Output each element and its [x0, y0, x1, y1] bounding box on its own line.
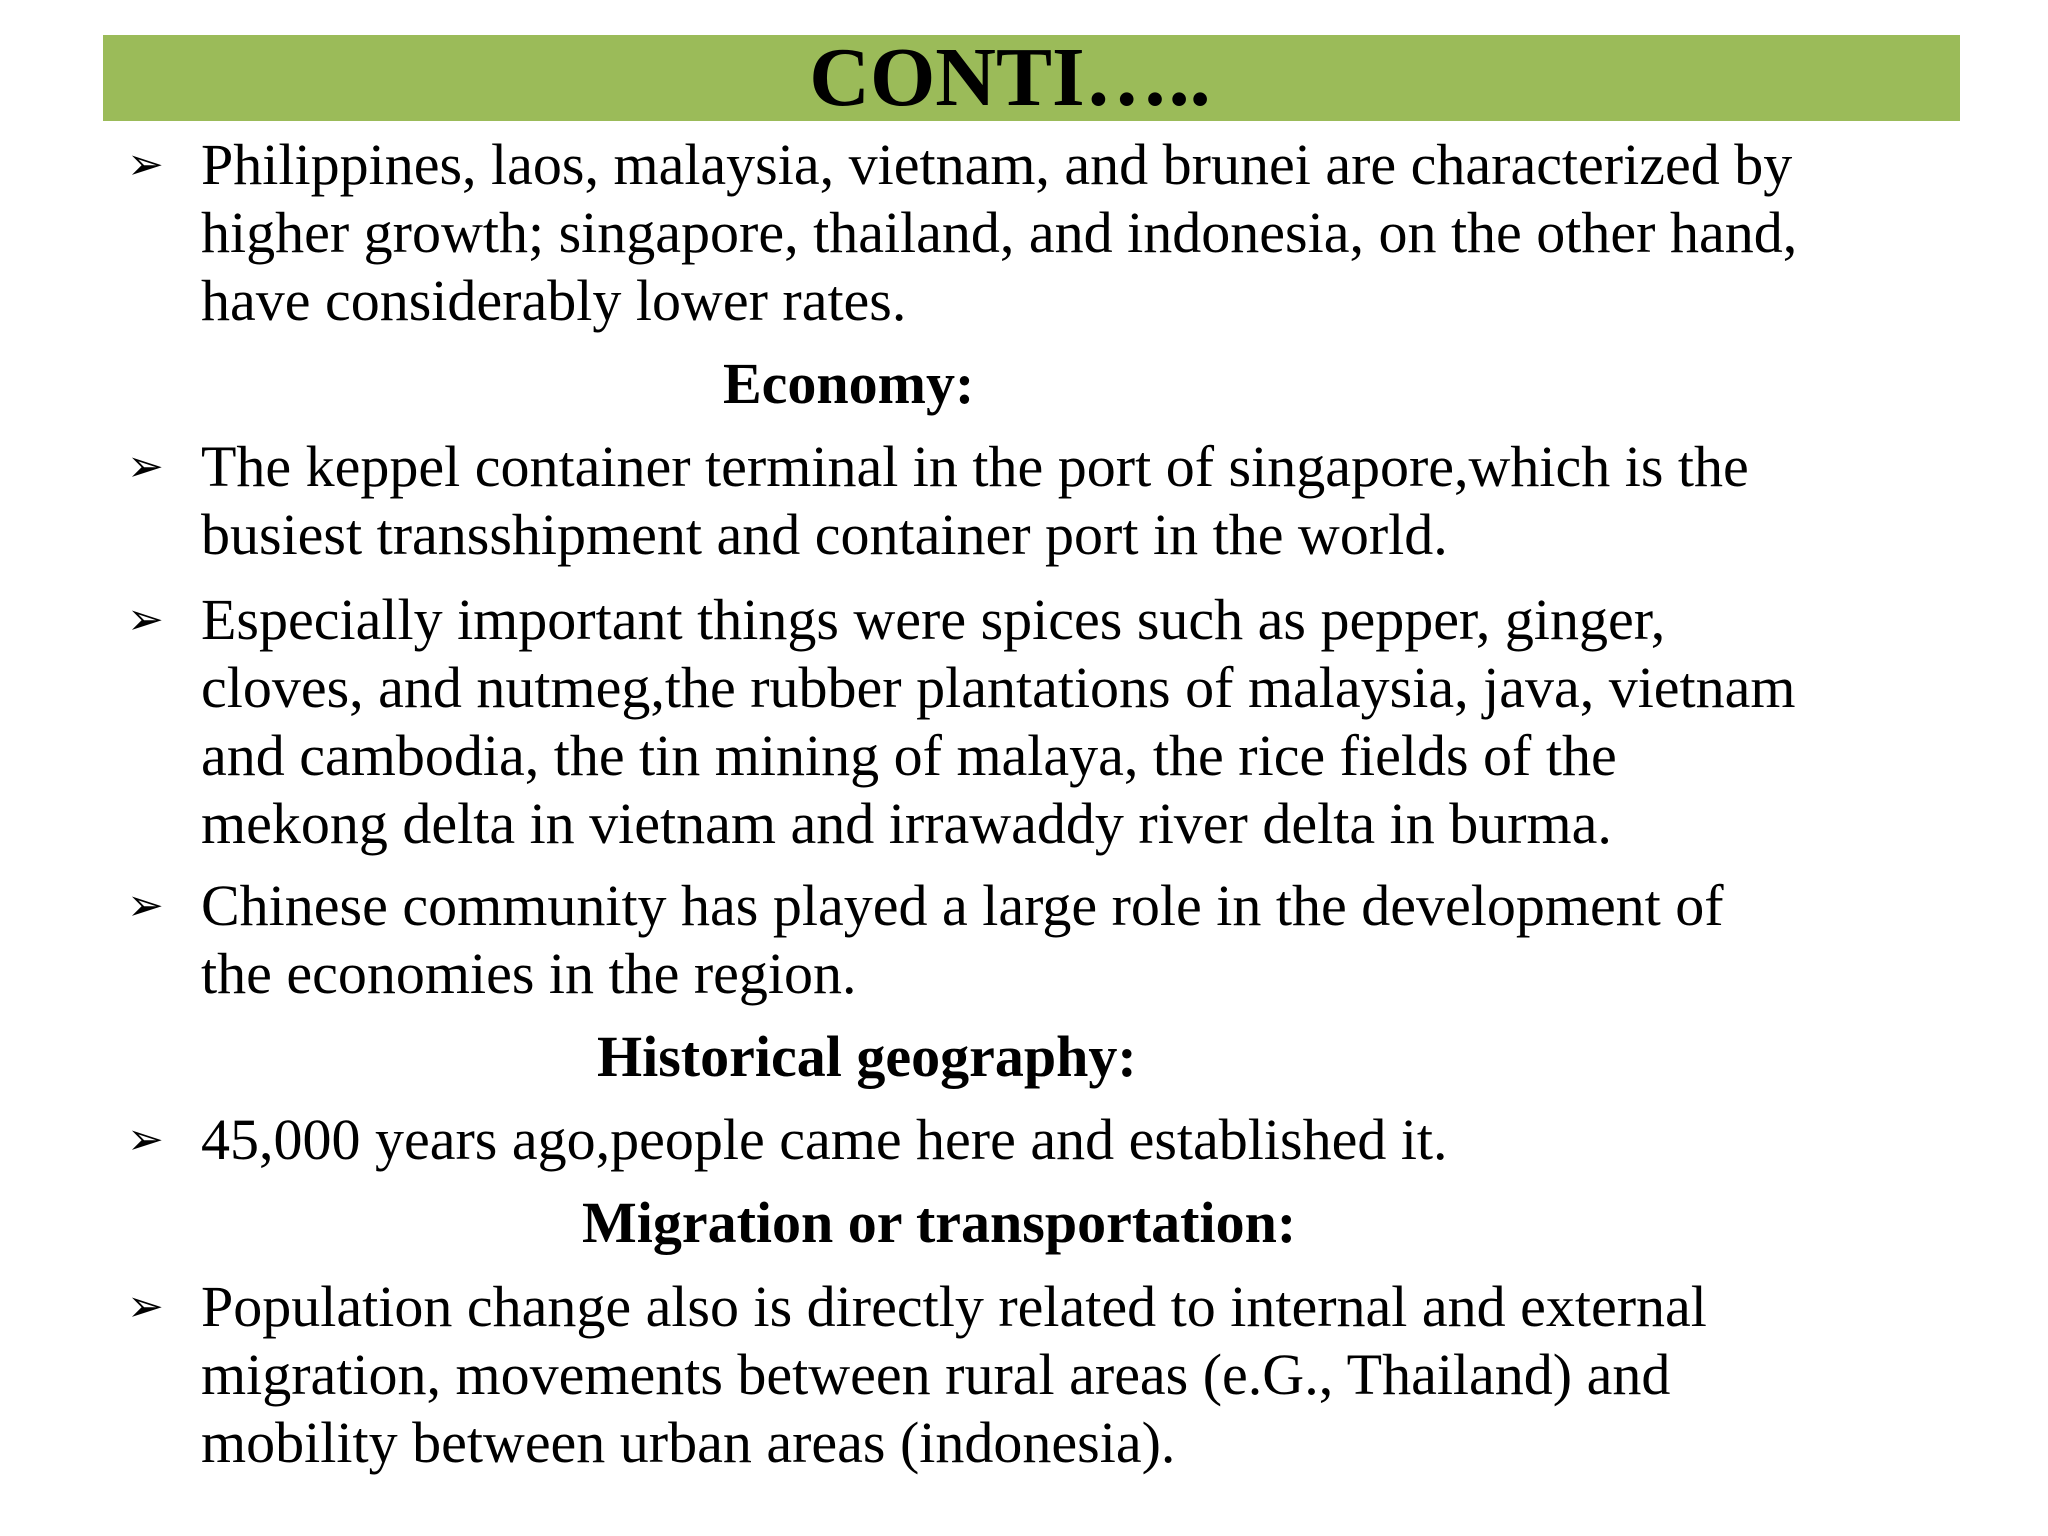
bullet-text: Philippines, laos, malaysia, vietnam, and brunei are characterized by higher growth; singapore, thailand, and indonesia, on the other hand, have considerably lower rates.	[201, 132, 1798, 333]
bullet-text: Population change also is directly related to internal and external migration, movements between rural areas (e.G., Thailand) and mobility between urban areas (indonesia).	[201, 1274, 1707, 1475]
bullet-text: 45,000 years ago,people came here and established it.	[201, 1107, 1448, 1172]
slide-title: CONTI…..	[809, 31, 1211, 124]
arrow-bullet-icon: ➢	[127, 1282, 164, 1331]
section-heading-migration: Migration or transportation:	[582, 1190, 1297, 1255]
section-heading-economy: Economy:	[723, 351, 975, 416]
bullet-text: Chinese community has played a large role in the development of the economies in the region.	[201, 873, 1724, 1006]
arrow-bullet-icon: ➢	[127, 881, 164, 930]
arrow-bullet-icon: ➢	[127, 1115, 164, 1164]
bullet-text: The keppel container terminal in the port of singapore,which is the busiest transshipment and container port in the world.	[201, 434, 1749, 567]
arrow-bullet-icon: ➢	[127, 442, 164, 491]
section-heading-historical: Historical geography:	[597, 1024, 1137, 1089]
arrow-bullet-icon: ➢	[127, 140, 164, 189]
bullet-text: Especially important things were spices such as pepper, ginger, cloves, and nutmeg,the rubber plantations of malaysia, java, vietnam and cambodia, the tin mining of malaya, the rice fields of the mekong delta in vietnam and irrawaddy river delta in burma.	[201, 587, 1796, 856]
arrow-bullet-icon: ➢	[127, 595, 164, 644]
